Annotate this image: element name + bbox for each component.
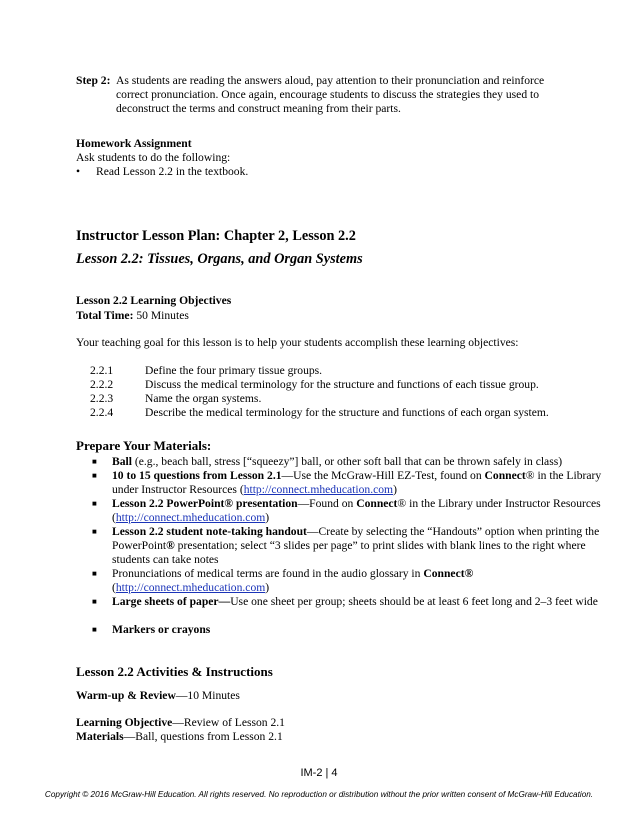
activities-heading: Lesson 2.2 Activities & Instructions bbox=[76, 664, 273, 679]
square-bullet-icon: ■ bbox=[92, 527, 97, 536]
material-name: Markers or crayons bbox=[112, 623, 211, 636]
material-desc: ® in the Library under Instructor Resources ( bbox=[112, 469, 602, 496]
square-bullet-icon: ■ bbox=[92, 471, 97, 480]
objective-text: Define the four primary tissue groups. bbox=[145, 364, 323, 377]
homework-item-text: Read Lesson 2.2 in the textbook. bbox=[96, 165, 249, 178]
material-item bbox=[76, 595, 616, 623]
registered-mark: ® bbox=[166, 539, 175, 552]
warmup-label: Warm-up & Review bbox=[76, 689, 176, 702]
total-time bbox=[76, 309, 189, 323]
material-desc: —Found on bbox=[297, 497, 357, 510]
materials-line bbox=[76, 730, 283, 744]
learning-objective-label: Learning Objective bbox=[76, 716, 173, 729]
objective-item bbox=[76, 406, 606, 420]
connect-link[interactable]: http://connect.mheducation.com bbox=[243, 483, 394, 496]
material-desc: ) bbox=[265, 511, 270, 524]
material-desc: (e.g., beach ball, stress [“squeezy”] ball, or other soft ball that can be thrown safely in class) bbox=[131, 455, 563, 468]
material-item bbox=[76, 623, 616, 637]
material-name: Ball bbox=[112, 455, 132, 468]
square-bullet-icon: ■ bbox=[92, 569, 97, 578]
connect-link[interactable]: http://connect.mheducation.com bbox=[115, 581, 266, 594]
materials-heading: Prepare Your Materials: bbox=[76, 438, 212, 453]
square-bullet-icon: ■ bbox=[92, 597, 97, 606]
objective-item bbox=[76, 378, 606, 392]
material-item bbox=[76, 525, 616, 567]
material-item: ■ Pronunciations of medical terms are found in the audio glossary in Connect® (http://connect.mheducation.com) bbox=[92, 567, 474, 594]
lesson-plan-subtitle: Lesson 2.2: Tissues, Organs, and Organ Systems bbox=[76, 251, 363, 267]
objective-number: 2.2.2 bbox=[90, 378, 114, 391]
objective-number: 2.2.3 bbox=[90, 392, 114, 405]
material-desc: presentation; select “3 slides per page” to print slides with blank lines to the right where students can take notes bbox=[112, 539, 586, 566]
square-bullet-icon: ■ bbox=[92, 457, 97, 466]
square-bullet-icon: ■ bbox=[92, 499, 97, 508]
lesson-plan-title: Instructor Lesson Plan: Chapter 2, Lesson 2.2 bbox=[76, 228, 356, 244]
material-desc: ® in the Library under Instructor Resources ( bbox=[112, 497, 601, 524]
connect-name: Connect bbox=[356, 497, 398, 510]
step-text: As students are reading the answers aloud, pay attention to their pronunciation and reinforce correct pronunciation. Once again, encourage students to discuss the strategies they used to deconstruct the terms and construct meaning from their parts. bbox=[116, 74, 545, 115]
material-item bbox=[76, 455, 616, 469]
warmup-line bbox=[76, 689, 240, 703]
objective-text: Describe the medical terminology for the structure and functions of each organ system. bbox=[145, 406, 549, 419]
total-time-value: 50 Minutes bbox=[133, 309, 189, 322]
material-desc: ) bbox=[393, 483, 397, 496]
connect-name: Connect bbox=[484, 469, 526, 482]
homework-heading: Homework Assignment bbox=[76, 137, 192, 150]
objective-text: Discuss the medical terminology for the structure and functions of each tissue group. bbox=[145, 378, 539, 391]
material-name: Large sheets of paper— bbox=[112, 595, 231, 608]
objective-number: 2.2.4 bbox=[90, 406, 114, 419]
objective-item bbox=[76, 364, 606, 378]
square-bullet-icon: ■ bbox=[92, 625, 97, 634]
teaching-goal: Your teaching goal for this lesson is to help your students accomplish these learning objectives: bbox=[76, 336, 519, 349]
connect-name: Connect® bbox=[423, 567, 474, 580]
homework-list-item bbox=[76, 165, 596, 179]
objective-number: 2.2.1 bbox=[90, 364, 114, 377]
material-desc: —Create by selecting the “Handouts” option when printing the PowerPoint bbox=[112, 525, 600, 552]
material-desc: Use one sheet per group; sheets should be at least 6 feet long and 2–3 feet wide bbox=[230, 595, 598, 608]
objectives-heading: Lesson 2.2 Learning Objectives bbox=[76, 294, 232, 307]
material-name: Lesson 2.2 student note-taking handout bbox=[112, 525, 307, 538]
homework-intro: Ask students to do the following: bbox=[76, 151, 231, 164]
total-time-label: Total Time: bbox=[76, 309, 134, 322]
objective-item bbox=[76, 392, 606, 406]
objectives-list bbox=[76, 364, 606, 420]
material-desc: —Use the McGraw-Hill EZ-Test, found on bbox=[281, 469, 485, 482]
learning-objective-line bbox=[76, 716, 285, 730]
learning-objective-value: —Review of Lesson 2.1 bbox=[172, 716, 285, 729]
material-name: 10 to 15 questions from Lesson 2.1 bbox=[112, 469, 282, 482]
objective-text: Name the organ systems. bbox=[145, 392, 262, 405]
copyright-notice: Copyright © 2016 McGraw-Hill Education. All rights reserved. No reproduction or distribution without the prior written consent of McGraw-Hill Education. bbox=[44, 790, 594, 799]
connect-link[interactable]: http://connect.mheducation.com bbox=[115, 511, 266, 524]
material-desc: Pronunciations of medical terms are found in the audio glossary in bbox=[112, 567, 424, 580]
warmup-duration: —10 Minutes bbox=[175, 689, 240, 702]
bullet-icon: • bbox=[76, 165, 81, 178]
material-name: Lesson 2.2 PowerPoint® presentation bbox=[112, 497, 298, 510]
materials-label: Materials bbox=[76, 730, 124, 743]
material-item bbox=[76, 497, 616, 525]
step-label: Step 2: bbox=[76, 74, 111, 87]
materials-value: —Ball, questions from Lesson 2.1 bbox=[123, 730, 283, 743]
material-item bbox=[76, 469, 616, 497]
page-number: IM-2 | 4 bbox=[300, 767, 338, 779]
